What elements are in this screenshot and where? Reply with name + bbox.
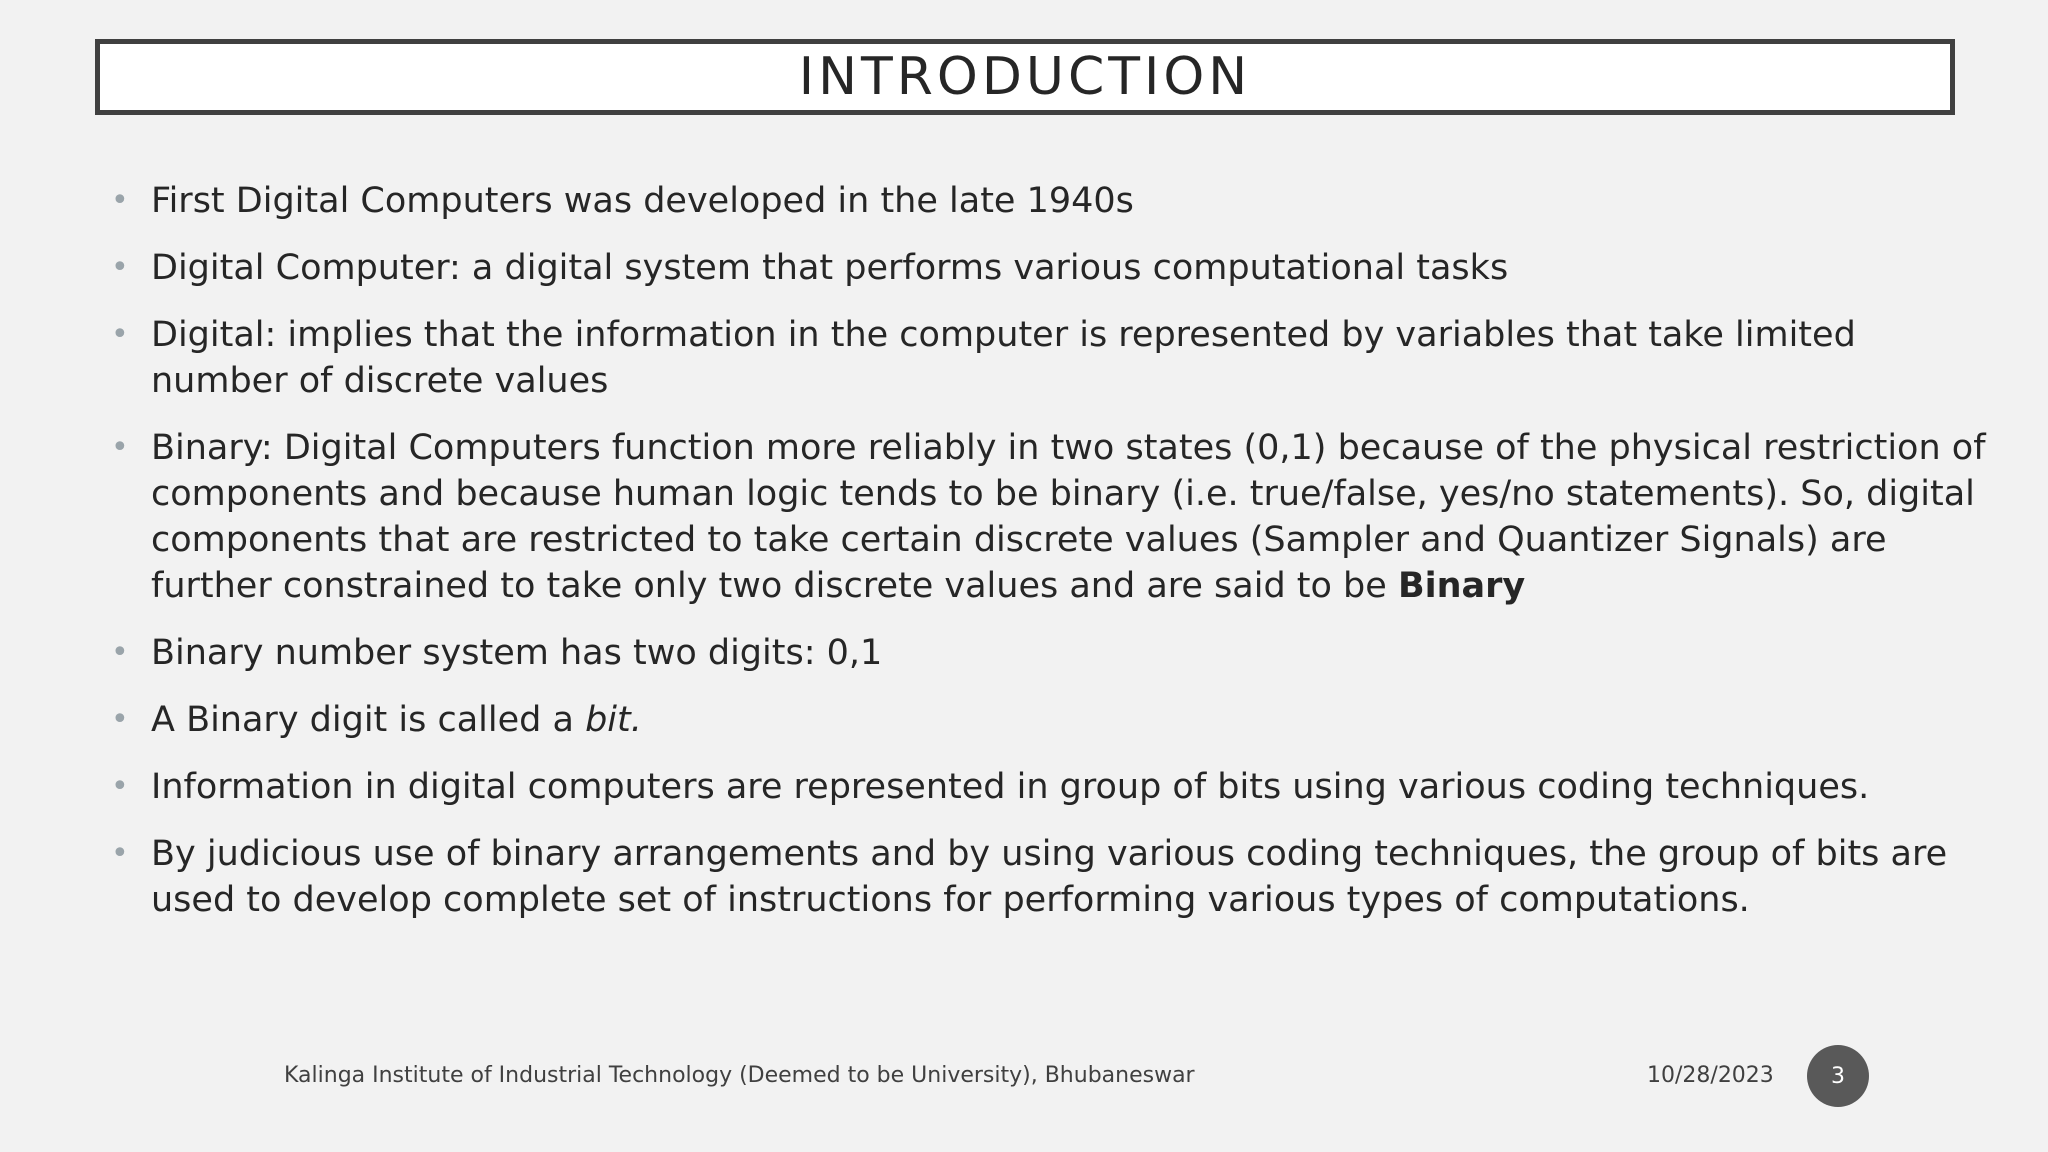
bullet-text: Binary: Digital Computers function more reliably in two states (0,1) because of the physical restriction of components and because human logic tends to be binary (i.e. true/false, yes/no statements). So, digital components that are restricted to take certain discrete values (Sampler and Quantizer Signals) are further constrained to take only two discrete values and are said to be <box>151 428 1986 606</box>
bullet-list <box>108 178 1988 944</box>
footer-institution: Kalinga Institute of Industrial Technology (Deemed to be University), Bhubaneswar <box>284 1063 1195 1088</box>
bullet-text: Information in digital computers are represented in group of bits using various coding techniques. <box>151 767 1870 807</box>
bullet-dot-icon: • <box>111 250 129 285</box>
bullet-item <box>108 178 1988 224</box>
bullet-item <box>108 630 1988 676</box>
bullet-emphasis: bit. <box>585 700 642 740</box>
page-number-badge <box>1807 1045 1869 1107</box>
bullet-item <box>108 697 1988 743</box>
bullet-item <box>108 425 1988 609</box>
slide-title: INTRODUCTION <box>798 47 1252 107</box>
bullet-text: By judicious use of binary arrangements and by using various coding techniques, the group of bits are used to develop complete set of instructions for performing various types of computations. <box>151 834 1948 920</box>
bullet-dot-icon: • <box>111 317 129 352</box>
bullet-text: A Binary digit is called a <box>151 700 586 740</box>
footer-date: 10/28/2023 <box>1647 1063 1774 1088</box>
bullet-text: Digital: implies that the information in the computer is represented by variables that take limited number of discrete values <box>151 315 1856 401</box>
bullet-dot-icon: • <box>111 635 129 670</box>
bullet-emphasis: Binary <box>1397 566 1526 606</box>
bullet-item <box>108 312 1988 404</box>
bullet-item <box>108 764 1988 810</box>
bullet-item <box>108 245 1988 291</box>
page-number: 3 <box>1831 1063 1845 1089</box>
bullet-dot-icon: • <box>111 836 129 871</box>
bullet-dot-icon: • <box>111 183 129 218</box>
bullet-dot-icon: • <box>111 430 129 465</box>
bullet-text: First Digital Computers was developed in the late 1940s <box>151 181 1134 221</box>
bullet-dot-icon: • <box>111 769 129 804</box>
bullet-item <box>108 831 1988 923</box>
bullet-text: Binary number system has two digits: 0,1 <box>151 633 883 673</box>
bullet-text: Digital Computer: a digital system that performs various computational tasks <box>151 248 1509 288</box>
slide-title-box <box>95 39 1955 115</box>
bullet-dot-icon: • <box>111 702 129 737</box>
